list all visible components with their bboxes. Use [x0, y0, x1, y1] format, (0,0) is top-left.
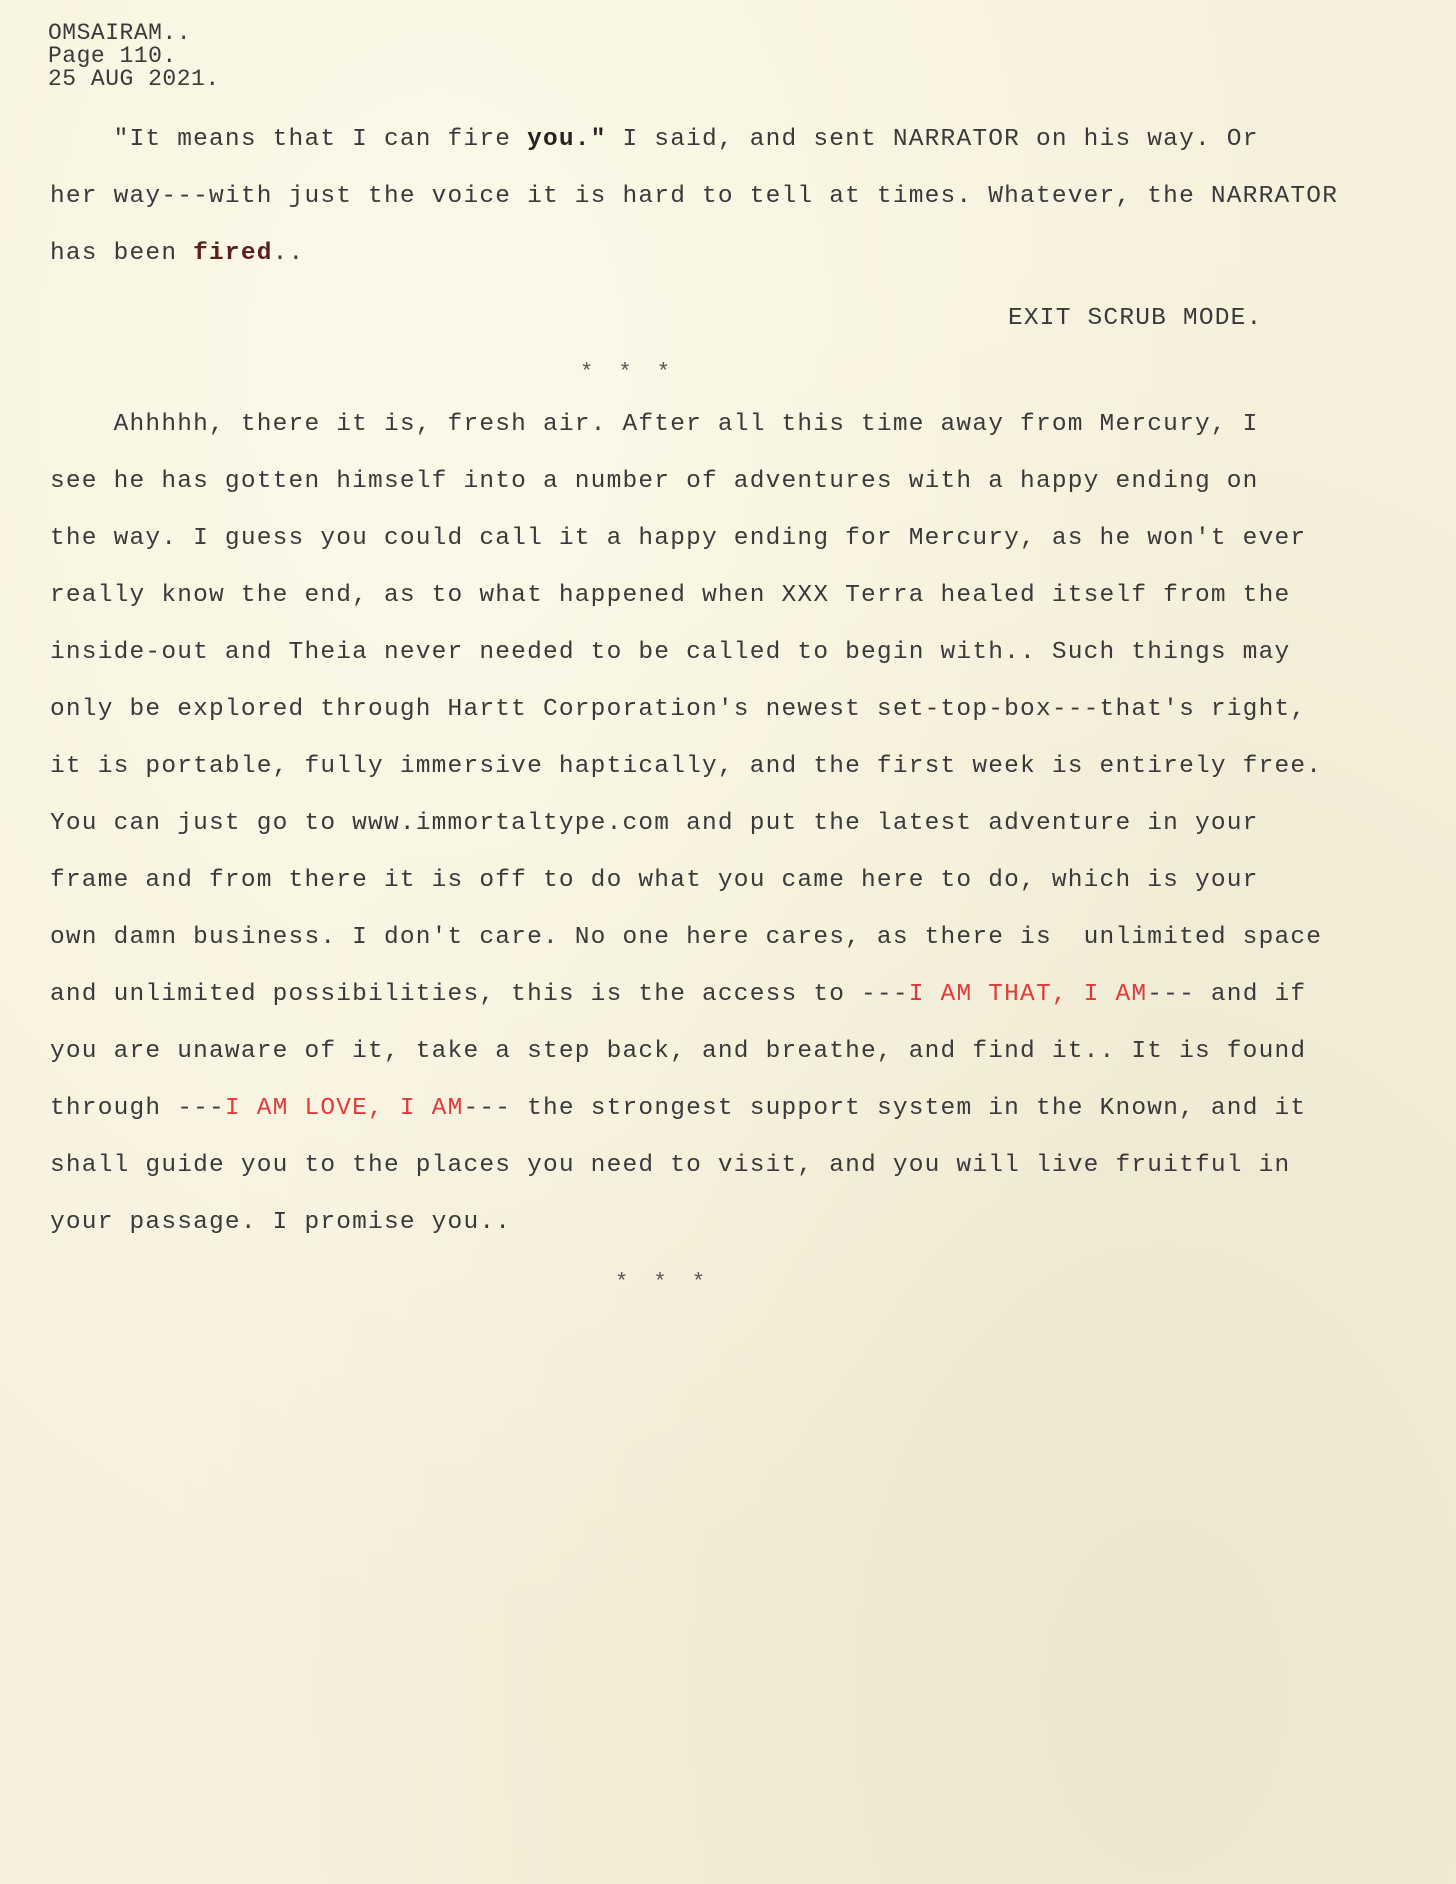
text-span: has been	[50, 240, 194, 267]
scrub-mode-note: EXIT SCRUB MODE.	[1008, 305, 1263, 332]
paragraph-line: Ahhhhh, there it is, fresh air. After all this time away from Mercury, I	[50, 411, 1259, 438]
paragraph-line	[50, 125, 1259, 155]
paragraph-line: it is portable, fully immersive haptically, and the first week is entirely free.	[50, 753, 1323, 780]
paragraph-line: the way. I guess you could call it a happy ending for Mercury, as he won't ever	[50, 525, 1307, 552]
paragraph-line: really know the end, as to what happened when XXX Terra healed itself from the	[50, 582, 1291, 609]
header-date: 25 AUG 2021.	[48, 66, 220, 92]
text-span: --- the strongest support system in the Known, and it	[463, 1095, 1307, 1122]
paragraph-line: your passage. I promise you..	[50, 1209, 512, 1236]
section-separator: * * *	[580, 360, 677, 385]
paragraph-line: you are unaware of it, take a step back, and breathe, and find it.. It is found	[50, 1038, 1307, 1065]
paragraph-line: her way---with just the voice it is hard to tell at times. Whatever, the NARRATOR	[50, 183, 1339, 210]
text-span: ..	[272, 240, 305, 267]
header-blessing: OMSAIRAM..	[48, 20, 192, 46]
text-span: --- and if	[1147, 981, 1307, 1008]
paragraph-line: only be explored through Hartt Corporation's newest set-top-box---that's right,	[50, 696, 1307, 723]
section-separator: * * *	[615, 1270, 712, 1295]
text-span: I said, and sent NARRATOR on his way. Or	[606, 126, 1259, 153]
header-page-number: Page 110.	[48, 43, 177, 69]
paragraph-line: You can just go to www.immortaltype.com and put the latest adventure in your	[50, 810, 1259, 837]
paragraph-line: own damn business. I don't care. No one here cares, as there is unlimited space	[50, 924, 1323, 951]
paragraph-line: inside-out and Theia never needed to be called to begin with.. Such things may	[50, 639, 1291, 666]
paragraph-line: see he has gotten himself into a number of adventures with a happy ending on	[50, 468, 1259, 495]
text-span: "It means that I can fire	[50, 126, 528, 153]
emphasis-text: fired	[193, 240, 273, 267]
highlight-red-text: I AM LOVE, I AM	[224, 1095, 464, 1122]
paragraph-line	[50, 1094, 1306, 1124]
text-span: through ---	[50, 1095, 225, 1122]
paragraph-line	[50, 980, 1306, 1010]
emphasis-text: you."	[527, 126, 607, 153]
highlight-red-text: I AM THAT, I AM	[908, 981, 1148, 1008]
paragraph-line	[50, 239, 304, 269]
page-header	[48, 22, 220, 91]
text-span: and unlimited possibilities, this is the access to ---	[50, 981, 909, 1008]
paragraph-line: frame and from there it is off to do what you came here to do, which is your	[50, 867, 1259, 894]
paragraph-line: shall guide you to the places you need to visit, and you will live fruitful in	[50, 1152, 1291, 1179]
